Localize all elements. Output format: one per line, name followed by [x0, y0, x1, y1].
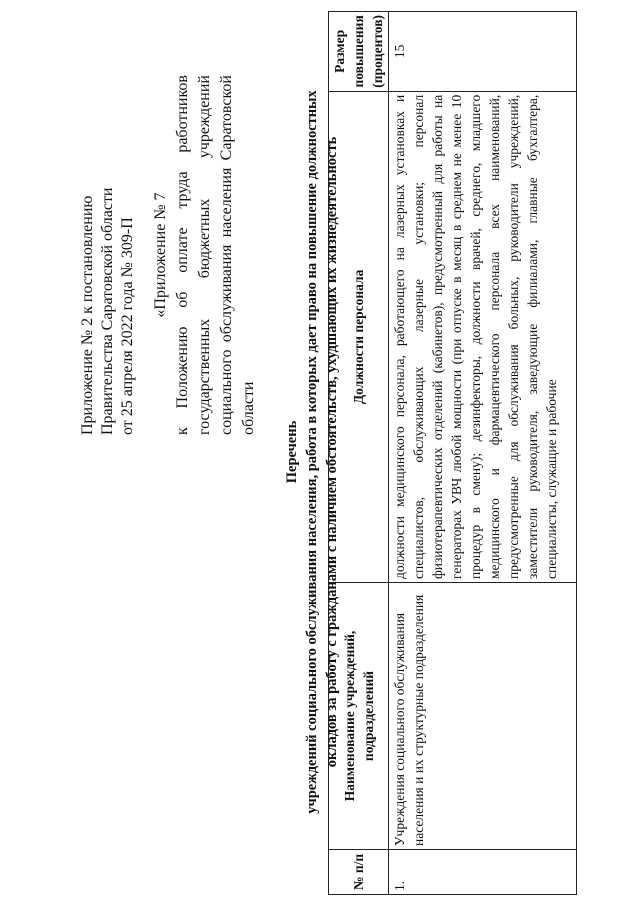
appendix-line-2: Правительства Саратовской области	[99, 187, 116, 435]
header-num: № п/п	[329, 850, 389, 895]
row-positions: должности медицинского персонала, работающего на лазерных установках и специалистов, обслуживающих лазерные установки; персонал физиотерапевтических отделений (кабинетов), предусмотренный для работы на генераторах УВЧ любой мощности (при отпуске в месяц в среднем не менее 10 процедур в смену); дезинфекторы, должности врачей, среднего, младшего медицинского и фармацевтического персонала всех наименований, предусмотренные для обслуживания больных, руководители учреждений, заместители руководителя, заведующие филиалами, главные бухгалтера, специалисты, служащие и рабочие	[389, 91, 577, 582]
header-increase-size: Размер повышения (процентов)	[329, 12, 389, 92]
table-header-row	[329, 12, 389, 895]
appendix-line-3: от 25 апреля 2022 года № 309-П	[119, 217, 136, 435]
row-number: 1.	[389, 850, 577, 895]
row-institution-name: Учреждения социального обслуживания населения и их структурные подразделения	[389, 583, 577, 850]
header-institution-name: Наименование учреждений, подразделений	[329, 583, 389, 850]
appendix-line-1: Приложение № 2 к постановлению	[79, 195, 96, 435]
heading-line-3: окладов за работу с гражданами с наличием обстоятельств, ухудшающих их жизнедеятельность	[324, 136, 340, 768]
appendix-7-reference	[150, 75, 260, 435]
header-positions: Должности персонала	[329, 91, 389, 582]
appendix-7-title: «Приложение № 7	[152, 192, 169, 318]
heading-line-2: учреждений социального обслуживания населения, работа в которых дает право на повышение должностных	[304, 90, 320, 814]
table-row	[389, 12, 577, 895]
row-increase-size: 15	[389, 12, 577, 92]
appendix-header	[78, 75, 138, 435]
positions-table	[328, 11, 577, 895]
heading-title: Перечень	[284, 420, 300, 484]
appendix-7-body: к Положению об оплате труда работников государственных бюджетных учреждений социального обслуживания населения Саратовской области	[174, 75, 257, 435]
